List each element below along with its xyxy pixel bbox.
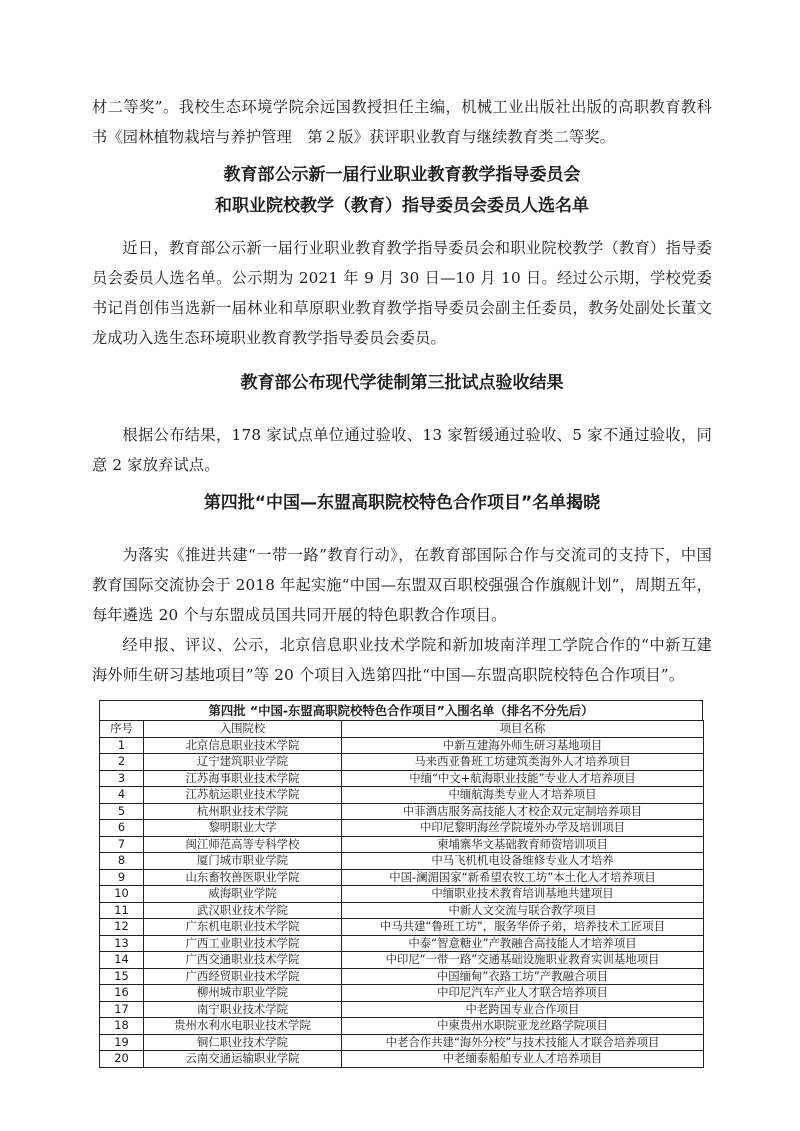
header-index: 序号 bbox=[100, 721, 144, 738]
section2-title: 教育部公布现代学徒制第三批试点验收结果 bbox=[240, 373, 564, 393]
row-project: 中印尼黎明海丝学院境外办学及培训项目 bbox=[342, 820, 704, 837]
row-index: 6 bbox=[100, 820, 144, 837]
table-header-row bbox=[100, 721, 704, 738]
row-school: 江苏航运职业技术学院 bbox=[144, 787, 342, 804]
row-index: 10 bbox=[100, 886, 144, 903]
section1-body: 近日，教育部公示新一届行业职业教育教学指导委员会和职业院校教学（教育）指导委员会委员人选名单。公示期为 2021 年 9 月 30 日—10 月 10 日。经过公示期，学校党委书记肖创伟当选新一届林业和草原职业教育教学指导委员会副主任委员，教务处副处长董文龙成功入选生态环境职业教育教学指导委员会委员。 bbox=[92, 239, 712, 347]
table-title: 第四批 “中国-东盟高职院校特色合作项目”入围名单（排名不分先后） bbox=[99, 700, 703, 720]
row-project: 中新人文交流与联合教学项目 bbox=[342, 902, 704, 919]
header-school: 入围院校 bbox=[144, 721, 342, 738]
table-row bbox=[100, 919, 704, 936]
table-row bbox=[100, 902, 704, 919]
table-row bbox=[100, 985, 704, 1002]
row-index: 19 bbox=[100, 1034, 144, 1051]
section2-body: 根据公布结果，178 家试点单位通过验收、13 家暂缓通过验收、5 家不通过验收，同意 2 家放弃试点。 bbox=[92, 426, 712, 474]
top-paragraph: 材二等奖”。我校生态环境学院余远国教授担任主编，机械工业出版社出版的高职教育教科书《园林植物栽培与养护管理 第２版》获评职业教育与继续教育类二等奖。 bbox=[92, 98, 712, 146]
row-school: 杭州职业技术学院 bbox=[144, 803, 342, 820]
row-school: 江苏海事职业技术学院 bbox=[144, 770, 342, 787]
row-index: 3 bbox=[100, 770, 144, 787]
section3-body1: 为落实《推进共建“一带一路”教育行动》，在教育部国际合作与交流司的支持下，中国教育国际交流协会于 2018 年起实施“中国—东盟双百职校强强合作旗舰计划”，周期五年，每年遴选 20 个与东盟成员国共同开展的特色职教合作项目。 bbox=[92, 546, 712, 624]
row-project: 中国缅甸”衣路工坊”产教融合项目 bbox=[342, 968, 704, 985]
row-school: 贵州水利水电职业技术学院 bbox=[144, 1018, 342, 1035]
row-project: 中泰“智意糖业”产教融合高技能人才培养项目 bbox=[342, 935, 704, 952]
row-index: 5 bbox=[100, 803, 144, 820]
row-project: 柬埔寨华文基础教育师资培训项目 bbox=[342, 836, 704, 853]
header-project: 项目名称 bbox=[342, 721, 704, 738]
row-project: 中老合作共建“海外分校”与技术技能人才联合培养项目 bbox=[342, 1034, 704, 1051]
section1-title bbox=[92, 160, 712, 222]
section3-body2: 经申报、评议、公示，北京信息职业技术学院和新加坡南洋理工学院合作的“中新互建海外师生研习基地项目”等 20 个项目入选第四批“中国—东盟高职院校特色合作项目”。 bbox=[92, 636, 712, 684]
row-index: 8 bbox=[100, 853, 144, 870]
section1-title-line1: 教育部公示新一届行业职业教育教学指导委员会 bbox=[223, 165, 581, 185]
row-school: 威海职业学院 bbox=[144, 886, 342, 903]
row-index: 2 bbox=[100, 754, 144, 771]
row-project: 中缅职业技术教育培训基地共建项目 bbox=[342, 886, 704, 903]
row-project: 中缅航海类专业人才培养项目 bbox=[342, 787, 704, 804]
section3-title: 第四批“中国—东盟高职院校特色合作项目”名单揭晓 bbox=[203, 493, 601, 513]
table-row bbox=[100, 1034, 704, 1051]
table-row bbox=[100, 869, 704, 886]
table-row bbox=[100, 1018, 704, 1035]
row-school: 辽宁建筑职业学院 bbox=[144, 754, 342, 771]
row-project: 中菲酒店服务高技能人才校企双元定制培养项目 bbox=[342, 803, 704, 820]
row-index: 13 bbox=[100, 935, 144, 952]
section1-title-line2: 和职业院校教学（教育）指导委员会委员人选名单 bbox=[215, 196, 589, 216]
table-row bbox=[100, 886, 704, 903]
table-row bbox=[100, 968, 704, 985]
row-project: 马来西亚鲁班工坊建筑类海外人才培养项目 bbox=[342, 754, 704, 771]
table-row bbox=[100, 1001, 704, 1018]
row-index: 16 bbox=[100, 985, 144, 1002]
row-school: 闽江师范高等专科学校 bbox=[144, 836, 342, 853]
row-index: 14 bbox=[100, 952, 144, 969]
row-school: 铜仁职业技术学院 bbox=[144, 1034, 342, 1051]
table-row bbox=[100, 1051, 704, 1068]
table-row bbox=[100, 836, 704, 853]
row-school: 广西工业职业技术学院 bbox=[144, 935, 342, 952]
table-row bbox=[100, 803, 704, 820]
row-school: 广东机电职业技术学院 bbox=[144, 919, 342, 936]
project-table bbox=[99, 700, 703, 1068]
row-index: 11 bbox=[100, 902, 144, 919]
row-project: 中新互建海外师生研习基地项目 bbox=[342, 737, 704, 754]
table-row bbox=[100, 737, 704, 754]
table-row bbox=[100, 754, 704, 771]
row-index: 18 bbox=[100, 1018, 144, 1035]
row-school: 广西交通职业技术学院 bbox=[144, 952, 342, 969]
row-project: 中印尼汽车产业人才联合培养项目 bbox=[342, 985, 704, 1002]
row-index: 15 bbox=[100, 968, 144, 985]
row-index: 4 bbox=[100, 787, 144, 804]
row-school: 厦门城市职业学院 bbox=[144, 853, 342, 870]
row-project: 中马飞机机电设备维修专业人才培养 bbox=[342, 853, 704, 870]
row-index: 12 bbox=[100, 919, 144, 936]
row-project: 中缅“中文+航海职业技能”专业人才培养项目 bbox=[342, 770, 704, 787]
row-project: 中柬贵州水职院亚龙丝路学院项目 bbox=[342, 1018, 704, 1035]
row-project: 中老跨国专业合作项目 bbox=[342, 1001, 704, 1018]
row-index: 7 bbox=[100, 836, 144, 853]
table-row bbox=[100, 820, 704, 837]
row-index: 20 bbox=[100, 1051, 144, 1068]
row-project: 中老缅泰船舶专业人才培养项目 bbox=[342, 1051, 704, 1068]
row-school: 山东畜牧兽医职业学院 bbox=[144, 869, 342, 886]
row-project: 中国-澜湄国家“新希望农牧工坊”本土化人才培养项目 bbox=[342, 869, 704, 886]
row-school: 云南交通运输职业学院 bbox=[144, 1051, 342, 1068]
row-school: 北京信息职业技术学院 bbox=[144, 737, 342, 754]
row-index: 17 bbox=[100, 1001, 144, 1018]
table-row bbox=[100, 770, 704, 787]
row-school: 广西经贸职业技术学院 bbox=[144, 968, 342, 985]
row-school: 武汉职业技术学院 bbox=[144, 902, 342, 919]
row-index: 9 bbox=[100, 869, 144, 886]
table-row bbox=[100, 787, 704, 804]
table-body bbox=[100, 737, 704, 1067]
table-row bbox=[100, 952, 704, 969]
table-row bbox=[100, 853, 704, 870]
row-school: 柳州城市职业学院 bbox=[144, 985, 342, 1002]
row-school: 南宁职业技术学院 bbox=[144, 1001, 342, 1018]
row-project: 中印尼“一带一路”交通基础设施职业教育实训基地项目 bbox=[342, 952, 704, 969]
table-row bbox=[100, 935, 704, 952]
row-school: 黎明职业大学 bbox=[144, 820, 342, 837]
row-project: 中马共建“鲁班工坊”，服务华侨子弟，培养技术工匠项目 bbox=[342, 919, 704, 936]
row-index: 1 bbox=[100, 737, 144, 754]
project-table-grid bbox=[99, 720, 704, 1068]
